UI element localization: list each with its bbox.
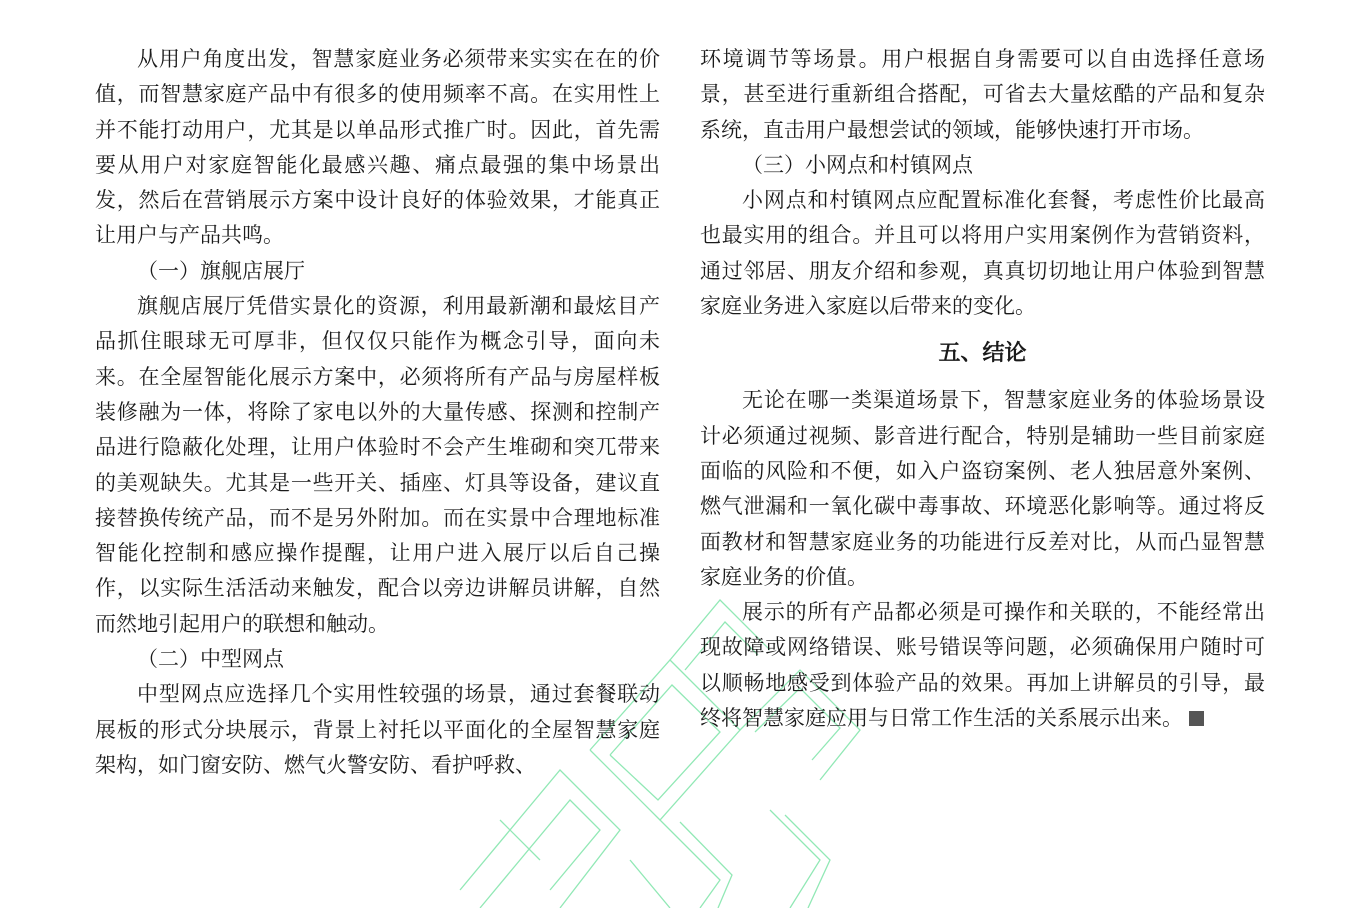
paragraph: 从用户角度出发，智慧家庭业务必须带来实实在在的价值，而智慧家庭产品中有很多的使用频率不高。在实用性上并不能打动用户，尤其是以单品形式推广时。因此，首先需要从用户对家庭智能化最感兴趣、痛点最强的集中场景出发，然后在营销展示方案中设计良好的体验效果，才能真正让用户与产品共鸣。 bbox=[95, 47, 660, 248]
paragraph: 无论在哪一类渠道场景下，智慧家庭业务的体验场景设计必须通过视频、影音进行配合，特别是辅助一些目前家庭面临的风险和不便，如入户盗窃案例、老人独居意外案例、燃气泄漏和一氧化碳中毒事故、环境恶化影响等。通过将反面教材和智慧家庭业务的功能进行反差对比，从而凸显智慧家庭业务的价值。 bbox=[700, 388, 1265, 589]
section-title-conclusion: 五、结论 bbox=[938, 341, 1027, 367]
left-column bbox=[95, 42, 660, 783]
paragraph: 小网点和村镇网点应配置标准化套餐，考虑性价比最高也最实用的组合。并且可以将用户实用案例作为营销资料，通过邻居、朋友介绍和参观，真真切切地让用户体验到智慧家庭业务进入家庭以后带来的变化。 bbox=[700, 188, 1265, 319]
subheading-flagship-store: （一）旗舰店展厅 bbox=[137, 258, 305, 283]
right-column bbox=[700, 42, 1265, 736]
subheading-medium-outlet: （二）中型网点 bbox=[137, 647, 284, 672]
end-of-article-mark bbox=[1189, 711, 1204, 726]
paragraph-final-text: 展示的所有产品都必须是可操作和关联的，不能经常出现故障或网络错误、账号错误等问题，必须确保用户随时可以顺畅地感受到体验产品的效果。再加上讲解员的引导，最终将智慧家庭应用与日常工作生活的关系展示出来。 bbox=[700, 600, 1265, 731]
paragraph-continuation: 环境调节等场景。用户根据自身需要可以自由选择任意场景，甚至进行重新组合搭配，可省去大量炫酷的产品和复杂系统，直击用户最想尝试的领域，能够快速打开市场。 bbox=[700, 47, 1265, 142]
paragraph: 中型网点应选择几个实用性较强的场景，通过套餐联动展板的形式分块展示，背景上衬托以平面化的全屋智慧家庭架构，如门窗安防、燃气火警安防、看护呼救、 bbox=[95, 682, 660, 777]
paragraph: 旗舰店展厅凭借实景化的资源，利用最新潮和最炫目产品抓住眼球无可厚非，但仅仅只能作为概念引导，面向未来。在全屋智能化展示方案中，必须将所有产品与房屋样板装修融为一体，将除了家电以外的大量传感、探测和控制产品进行隐蔽化处理，让用户体验时不会产生堆砌和突兀带来的美观缺失。尤其是一些开关、插座、灯具等设备，建议直接替换传统产品，而不是另外附加。而在实景中合理地标准智能化控制和感应操作提醒，让用户进入展厅以后自己操作，以实际生活活动来触发，配合以旁边讲解员讲解，自然而然地引起用户的联想和触动。 bbox=[95, 294, 660, 636]
paragraph-final bbox=[700, 595, 1265, 736]
subheading-small-outlet: （三）小网点和村镇网点 bbox=[742, 152, 973, 177]
